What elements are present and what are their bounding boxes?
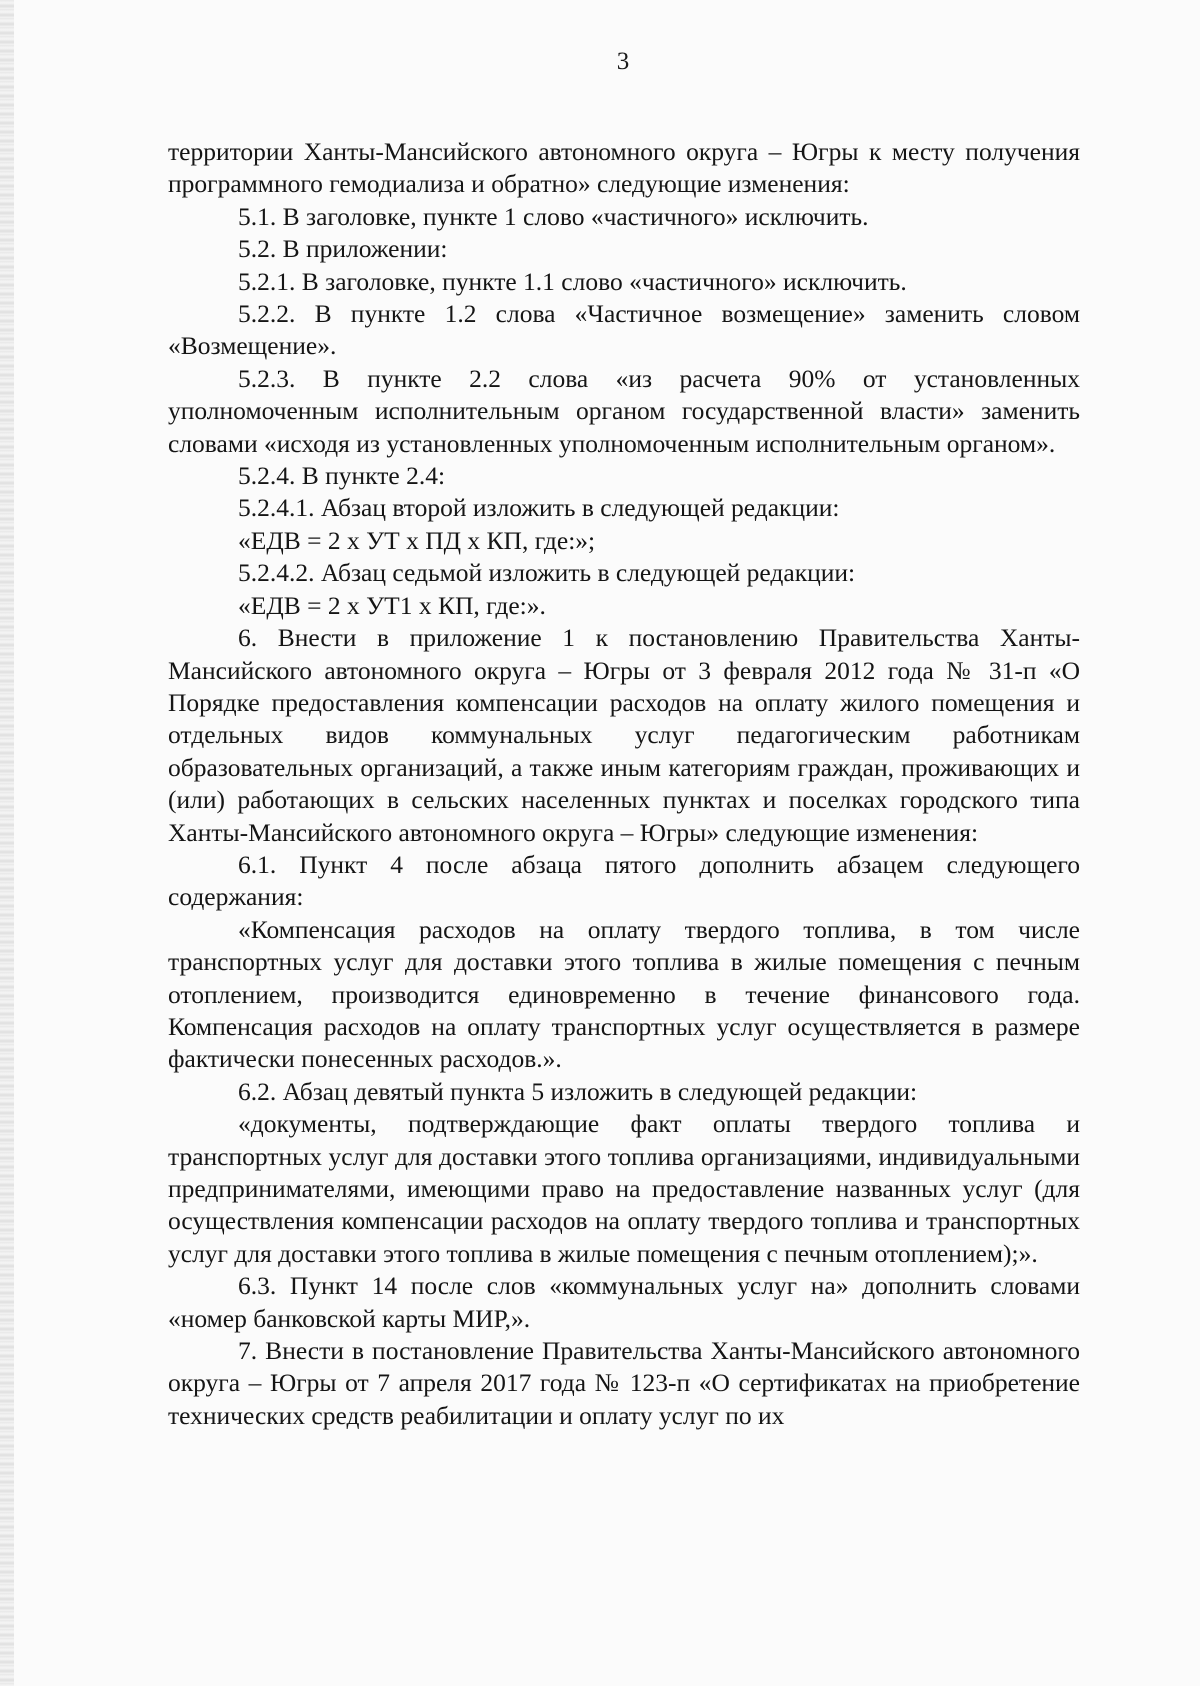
paragraph: 6.2. Абзац девятый пункта 5 изложить в следующей редакции:	[238, 1076, 918, 1106]
paragraph: «Компенсация расходов на оплату твердого топлива, в том числе транспортных услуг для доставки этого топлива в жилые помещения с печным отоплением, производится единовременно в течение финансового года. Компенсация расходов на оплату транспортных услуг осуществляется в размере фактически понесенных расходов.».	[168, 914, 1080, 1074]
paragraph: территории Ханты-Мансийского автономного округа – Югры к месту получения программного гемодиализа и обратно» следующие изменения:	[168, 137, 1080, 199]
paragraph: 5.2. В приложении:	[238, 234, 448, 264]
paragraph: 6.1. Пункт 4 после абзаца пятого дополнить абзацем следующего содержания:	[168, 849, 1080, 912]
paragraph: «ЕДВ = 2 x УТ1 x КП, где:».	[238, 590, 546, 620]
paragraph: «ЕДВ = 2 x УТ x ПД x КП, где:»;	[238, 525, 596, 555]
paragraph: 6.3. Пункт 14 после слов «коммунальных услуг на» дополнить словами «номер банковской карты МИР,».	[168, 1271, 1080, 1333]
document-body	[168, 136, 1080, 1432]
paragraph: 5.2.2. В пункте 1.2 слова «Частичное возмещение» заменить словом «Возмещение».	[168, 299, 1080, 361]
paragraph: 5.2.4.1. Абзац второй изложить в следующей редакции:	[238, 493, 840, 523]
paragraph: 6. Внести в приложение 1 к постановлению Правительства Ханты-Мансийского автономного округа – Югры от 3 февраля 2012 года № 31-п «О Порядке предоставления компенсации расходов на оплату жилого помещения и отдельных видов коммунальных услуг педагогическим работникам образовательных организаций, а также иным категориям граждан, проживающих и (или) работающих в сельских населенных пунктах и поселках городского типа Ханты-Мансийского автономного округа – Югры» следующие изменения:	[168, 623, 1080, 847]
paragraph: 5.2.4.2. Абзац седьмой изложить в следующей редакции:	[238, 558, 856, 588]
page-number: 3	[616, 48, 630, 75]
paragraph: 5.2.3. В пункте 2.2 слова «из расчета 90% от установленных уполномоченным исполнительным органом государственной власти» заменить словами «исходя из установленных уполномоченным исполнительным органом».	[168, 363, 1080, 458]
scan-edge	[0, 0, 14, 1686]
paragraph: 7. Внести в постановление Правительства Ханты-Мансийского автономного округа – Югры от 7 апреля 2017 года № 123-п «О сертификатах на приобретение технических средств реабилитации и оплату услуг по их	[168, 1336, 1080, 1430]
paragraph: 5.2.1. В заголовке, пункте 1.1 слово «частичного» исключить.	[238, 266, 907, 296]
paragraph: 5.1. В заголовке, пункте 1 слово «частичного» исключить.	[238, 201, 869, 231]
paragraph: «документы, подтверждающие факт оплаты твердого топлива и транспортных услуг для доставки этого топлива организациями, индивидуальными предпринимателями, имеющими право на предоставление названных услуг (для осуществления компенсации расходов на оплату твердого топлива и транспортных услуг для доставки этого топлива в жилые помещения с печным отоплением);».	[168, 1109, 1080, 1268]
paragraph: 5.2.4. В пункте 2.4:	[238, 461, 446, 491]
